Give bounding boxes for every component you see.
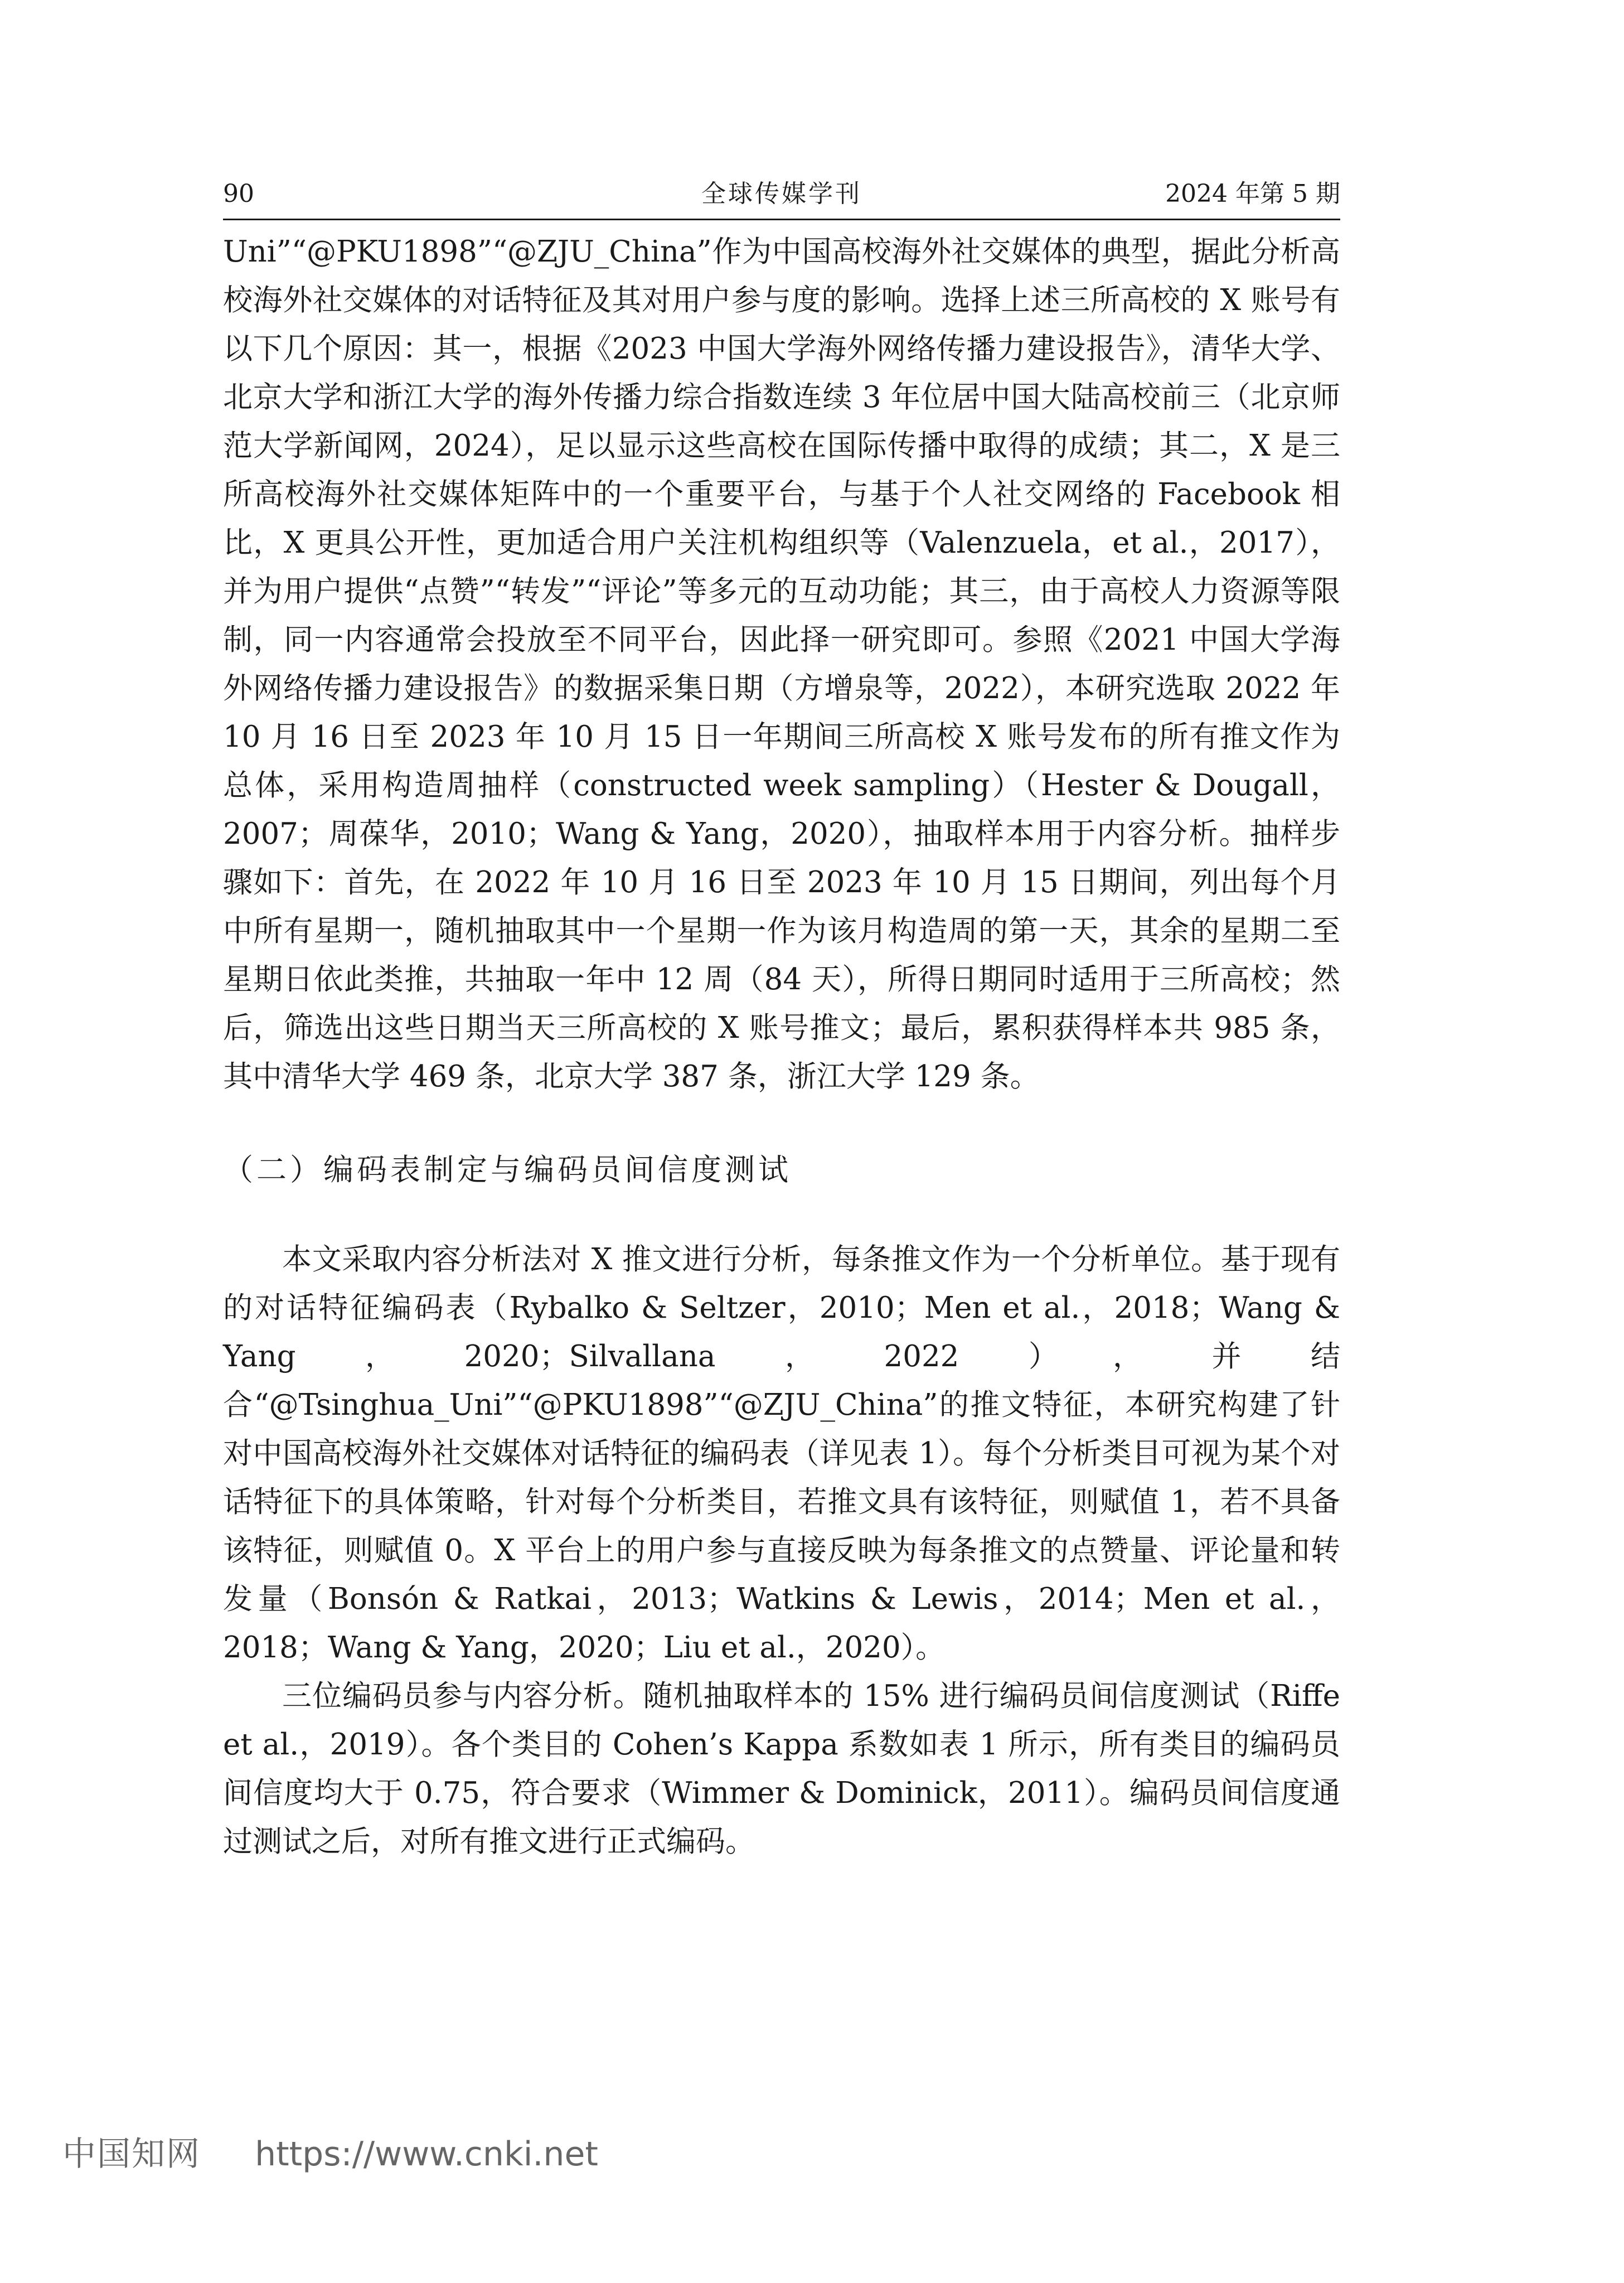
cnki-logo-text: 中国知网 xyxy=(62,2135,201,2174)
cnki-url: https://www.cnki.net xyxy=(255,2135,598,2174)
section-heading: （二）编码表制定与编码员间信度测试 xyxy=(223,1152,792,1187)
page-number: 90 xyxy=(223,180,254,208)
article-body xyxy=(223,228,1340,1866)
issue-label: 2024 年第 5 期 xyxy=(1165,180,1340,208)
cnki-watermark xyxy=(62,2124,598,2185)
paragraph: 本文采取内容分析法对 X 推文进行分析，每条推文作为一个分析单位。基于现有的对话特征编码表（Rybalko & Seltzer，2010；Men et al.，2018；Wang & Yang，2020；Silvallana，2022），并结合“@Tsinghua_Uni”“@PKU1898”“@ZJU_China”的推文特征，本研究构建了针对中国高校海外社交媒体对话特征的编码表（详见表 1）。每个分析类目可视为某个对话特征下的具体策略，针对每个分析类目，若推文具有该特征，则赋值 1，若不具备该特征，则赋值 0。X 平台上的用户参与直接反映为每条推文的点赞量、评论量和转发量（Bonsón & Ratkai，2013；Watkins & Lewis，2014；Men et al.，2018；Wang & Yang，2020；Liu et al.，2020）。 xyxy=(223,1242,1340,1665)
paragraph: 三位编码员参与内容分析。随机抽取样本的 15% 进行编码员间信度测试（Riffe et al.，2019）。各个类目的 Cohen’s Kappa 系数如表 1 所示，所有类目的编码员间信度均大于 0.75，符合要求（Wimmer & Dominick，2011）。编码员间信度通过测试之后，对所有推文进行正式编码。 xyxy=(223,1679,1340,1859)
header-rule xyxy=(223,219,1340,220)
paragraph-continued: Uni”“@PKU1898”“@ZJU_China”作为中国高校海外社交媒体的典型，据此分析高校海外社交媒体的对话特征及其对用户参与度的影响。选择上述三所高校的 X 账号有以下几个原因：其一，根据《2023 中国大学海外网络传播力建设报告》，清华大学、北京大学和浙江大学的海外传播力综合指数连续 3 年位居中国大陆高校前三（北京师范大学新闻网，2024），足以显示这些高校在国际传播中取得的成绩；其二，X 是三所高校海外社交媒体矩阵中的一个重要平台，与基于个人社交网络的 Facebook 相比，X 更具公开性，更加适合用户关注机构组织等（Valenzuela，et al.，2017），并为用户提供“点赞”“转发”“评论”等多元的互动功能；其三，由于高校人力资源等限制，同一内容通常会投放至不同平台，因此择一研究即可。参照《2021 中国大学海外网络传播力建设报告》的数据采集日期（方增泉等，2022），本研究选取 2022 年 10 月 16 日至 2023 年 10 月 15 日一年期间三所高校 X 账号发布的所有推文作为总体，采用构造周抽样（constructed week sampling）（Hester & Dougall，2007；周葆华，2010；Wang & Yang，2020），抽取样本用于内容分析。抽样步骤如下：首先，在 2022 年 10 月 16 日至 2023 年 10 月 15 日期间，列出每个月中所有星期一，随机抽取其中一个星期一作为该月构造周的第一天，其余的星期二至星期日依此类推，共抽取一年中 12 周（84 天），所得日期同时适用于三所高校；然后，筛选出这些日期当天三所高校的 X 账号推文；最后，累积获得样本共 985 条，其中清华大学 469 条，北京大学 387 条，浙江大学 129 条。 xyxy=(223,235,1340,1094)
journal-title: 全球传媒学刊 xyxy=(701,180,862,208)
running-header xyxy=(223,177,1340,211)
